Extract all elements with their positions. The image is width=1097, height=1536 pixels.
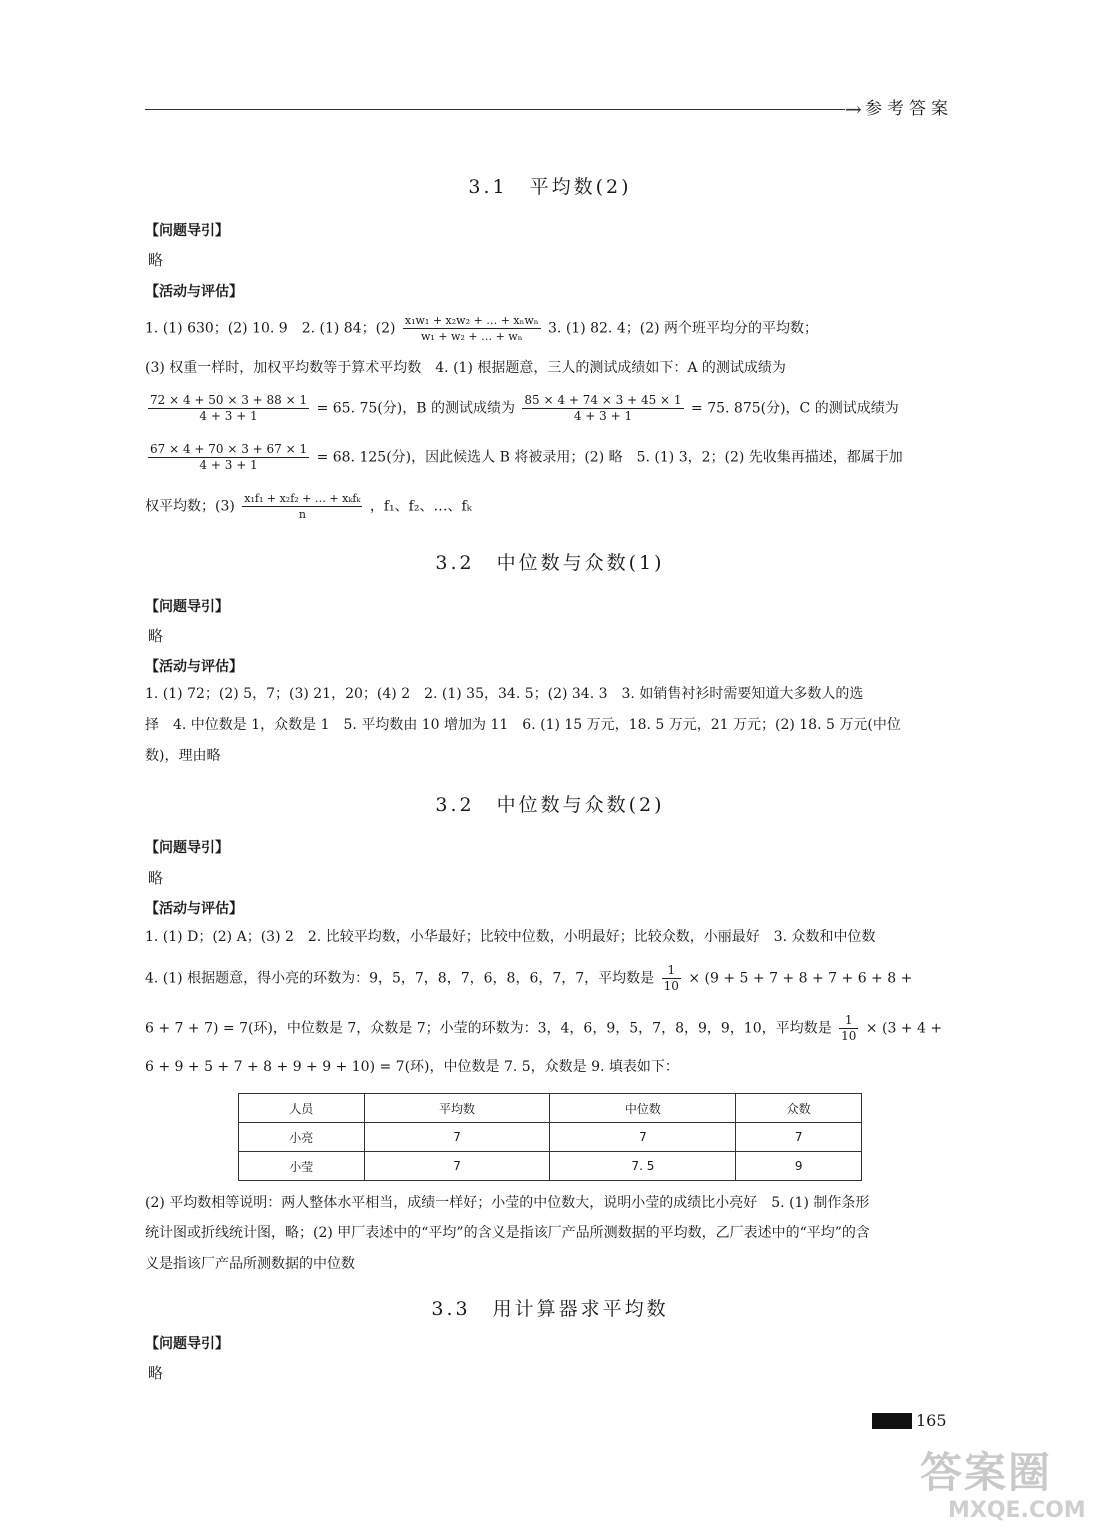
score-table (238, 1093, 862, 1181)
guide-text: 略 (148, 1364, 164, 1382)
guide-heading: 【问题导引】 (145, 840, 229, 856)
table-header: 平均数 (364, 1094, 550, 1123)
table-cell: 小莹 (239, 1152, 365, 1181)
table-cell: 7 (364, 1123, 550, 1152)
answer-line: $\frac{67 \times 4 + 70 \times 3 + 67 \times 1}{4 + 3 + 1}$ = 68. 125(分)，因此候选人 B 将被录用；(2) 略 5. (1) 3，2；(2) 先收集再描述，都属于加 (150, 442, 903, 472)
guide-text: 略 (148, 869, 164, 887)
fraction: $\frac{\text{x₁w₁ + x₂w₂ + … + xₙwₙ}}{\text{w₁ + w₂ + … + wₙ}}$ (404, 314, 539, 343)
table-cell: 7 (550, 1123, 736, 1152)
activity-heading: 【活动与评估】 (145, 284, 243, 300)
answer-line: 1. (1) D；(2) A；(3) 2 2. 比较平均数，小华最好；比较中位数，小明最好；比较众数，小丽最好 3. 众数和中位数 (145, 929, 876, 945)
answer-line: 统计图或折线统计图，略；(2) 甲厂表述中的“平均”的含义是指该厂产品所测数据的平均数，乙厂表述中的“平均”的含 (145, 1225, 870, 1241)
page-number-box (872, 1411, 956, 1431)
running-header (145, 96, 955, 124)
section-title-3-3: 3.3 用计算器求平均数 (431, 1298, 669, 1320)
header-label: 参考答案 (865, 99, 953, 119)
answer-line: 1. (1) 72；(2) 5，7；(3) 21，20；(4) 2 2. (1) 35，34. 5；(2) 34. 3 3. 如销售衬衫时需要知道大多数人的选 (145, 686, 864, 702)
answer-line: 择 4. 中位数是 1，众数是 1 5. 平均数由 10 增加为 11 6. (1) 15 万元，18. 5 万元，21 万元；(2) 18. 5 万元(中位 (145, 717, 901, 733)
activity-heading: 【活动与评估】 (145, 659, 243, 675)
header-rule (145, 109, 845, 110)
answer-line: 义是指该厂产品所测数据的中位数 (145, 1256, 355, 1272)
table-cell: 7 (364, 1152, 550, 1181)
page-number-bar (872, 1413, 912, 1429)
answer-line: 权平均数；(3) $\frac{\text{x₁f₁ + x₂f₂ + … + xₖfₖ}}{n}$ ，f₁、f₂、…、fₖ (145, 492, 472, 521)
table-header: 中位数 (550, 1094, 736, 1123)
answer-line: 4. (1) 根据题意，得小亮的环数为：9，5，7，8，7，6，8，6，7，7，平均数是 $\frac{1}{10}$ × (9 + 5 + 7 + 8 + 7 + 6 + 8 + (145, 963, 913, 993)
table-row (239, 1123, 862, 1152)
table-header-row (239, 1094, 862, 1123)
fraction: $\frac{72 \times 4 + 50 \times 3 + 88 \times 1}{4 + 3 + 1}$ (150, 393, 308, 423)
table-cell: 小亮 (239, 1123, 365, 1152)
guide-text: 略 (148, 251, 164, 269)
answer-line: (2) 平均数相等说明：两人整体水平相当，成绩一样好；小莹的中位数大，说明小莹的成绩比小亮好 5. (1) 制作条形 (145, 1195, 870, 1211)
fraction: $\frac{1}{10}$ (663, 963, 679, 993)
section-title-3-2-2: 3.2 中位数与众数(2) (435, 794, 665, 816)
fraction: $\frac{85 \times 4 + 74 \times 3 + 45 \times 1}{4 + 3 + 1}$ (524, 393, 682, 423)
fraction: $\frac{67 \times 4 + 70 \times 3 + 67 \times 1}{4 + 3 + 1}$ (150, 442, 308, 472)
guide-heading: 【问题导引】 (145, 1336, 229, 1352)
answer-line: 数)，理由略 (145, 748, 221, 764)
answer-line: $\frac{72 \times 4 + 50 \times 3 + 88 \times 1}{4 + 3 + 1}$ = 65. 75(分)，B 的测试成绩为 $\frac{85 \times 4 + 74 \times 3 + 45 \times 1}{4 + 3 + 1}$ = 75. 875(分)，C 的测试成绩为 (150, 393, 899, 423)
watermark-main: 答案圈 (920, 1448, 1053, 1497)
guide-text: 略 (148, 627, 164, 645)
guide-heading: 【问题导引】 (145, 223, 229, 239)
table-cell: 7 (736, 1123, 862, 1152)
answer-line: 6 + 7 + 7) = 7(环)，中位数是 7，众数是 7；小莹的环数为：3，4，6，9，5，7，8，9，9，10，平均数是 $\frac{1}{10}$ × (3 + 4 + (145, 1013, 943, 1043)
table-cell: 7. 5 (550, 1152, 736, 1181)
table-cell: 9 (736, 1152, 862, 1181)
answer-line: 6 + 9 + 5 + 7 + 8 + 9 + 9 + 10) = 7(环)，中位数是 7. 5，众数是 9. 填表如下： (145, 1059, 679, 1075)
answer-line: (3) 权重一样时，加权平均数等于算术平均数 4. (1) 根据题意，三人的测试成绩如下：A 的测试成绩为 (145, 360, 786, 376)
fraction: $\frac{1}{10}$ (841, 1013, 857, 1043)
watermark (920, 1440, 1090, 1530)
table-row (239, 1152, 862, 1181)
section-title-3-1: 3.1 平均数(2) (468, 176, 632, 198)
activity-heading: 【活动与评估】 (145, 901, 243, 917)
arrow-right-icon: → (845, 97, 862, 121)
section-title-3-2-1: 3.2 中位数与众数(1) (435, 552, 665, 574)
guide-heading: 【问题导引】 (145, 599, 229, 615)
page-number: 165 (916, 1411, 947, 1430)
fraction: $\frac{\text{x₁f₁ + x₂f₂ + … + xₖfₖ}}{n}$ (244, 492, 361, 521)
answer-line: 1. (1) 630；(2) 10. 9 2. (1) 84；(2) $\frac{\text{x₁w₁ + x₂w₂ + … + xₙwₙ}}{\text{w₁ + w₂ + … + wₙ}}$ 3. (1) 82. 4；(2) 两个班平均分的平均数； (145, 314, 819, 343)
watermark-sub: MXQE.COM (948, 1498, 1086, 1523)
table-header: 人员 (239, 1094, 365, 1123)
table-header: 众数 (736, 1094, 862, 1123)
